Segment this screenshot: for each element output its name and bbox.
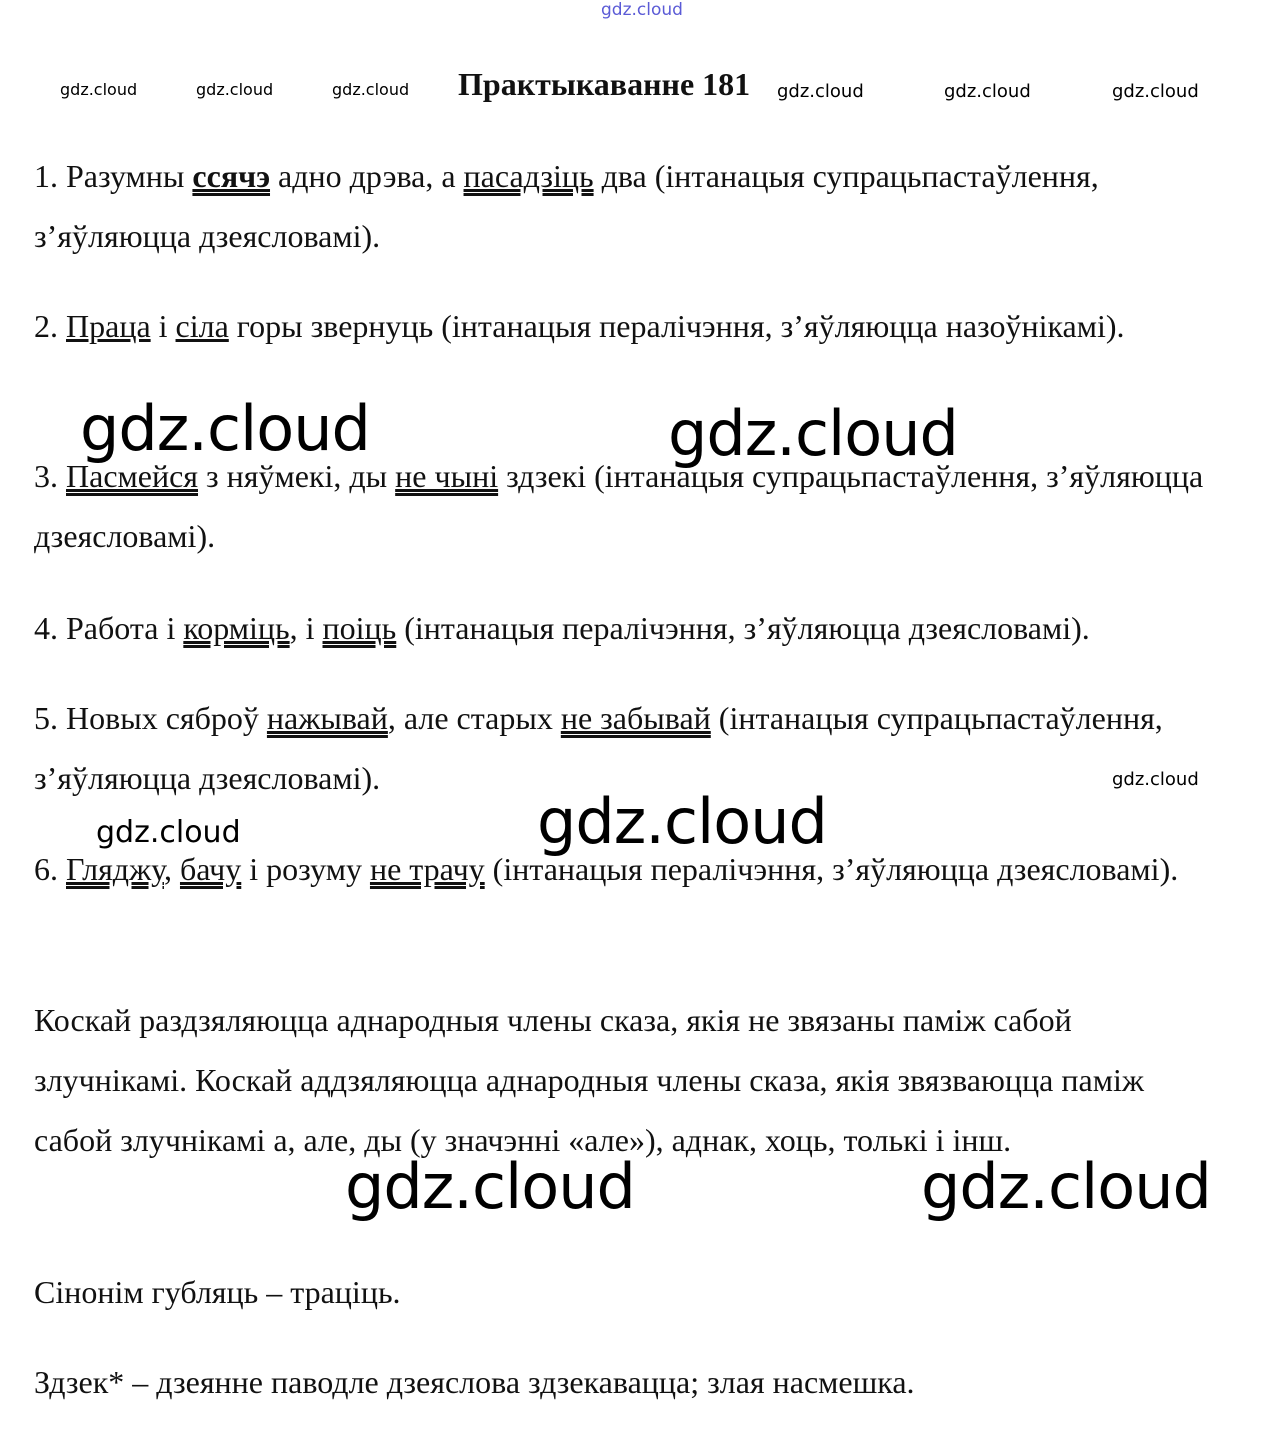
sentence-3: 3. Пасмейся з няўмекі, ды не чыні здзекі (інтанацыя супрацьпастаўлення, з’яўляюцца дзеясловамі). (34, 458, 1204, 554)
watermark: gdz.cloud (1112, 81, 1199, 102)
watermark: gdz.cloud (601, 0, 683, 20)
subject: сіла (175, 308, 229, 344)
watermark: gdz.cloud (1112, 769, 1199, 790)
watermark: gdz.cloud (196, 80, 274, 99)
predicate: не трачу (369, 851, 485, 887)
predicate: корміць (183, 610, 290, 646)
synonym-note: Сінонім губляць – траціць. (34, 1274, 401, 1310)
sentence-4: 4. Работа і корміць, і поіць (інтанацыя пералічэння, з’яўляюцца дзеясловамі). (34, 610, 1090, 646)
watermark: gdz.cloud (60, 80, 138, 99)
predicate: ссячэ (192, 158, 271, 194)
predicate: Пасмейся (66, 458, 199, 494)
predicate: не чыні (395, 458, 499, 494)
predicate: нажывай (266, 700, 388, 736)
watermark: gdz.cloud (944, 81, 1031, 102)
sentence-5: 5. Новых сяброў нажывай, але старых не забывай (інтанацыя супрацьпастаўлення, з’яўляюцца дзеясловамі). (34, 700, 1163, 796)
watermark: gdz.cloud (537, 785, 827, 858)
watermark: gdz.cloud (80, 392, 370, 465)
sentence-1: 1. Разумны ссячэ адно дрэва, а пасадзіць два (інтанацыя супрацьпастаўлення, з’яўляюцца дзеясловамі). (34, 158, 1099, 254)
watermark: gdz.cloud (96, 815, 241, 850)
predicate: не забывай (560, 700, 711, 736)
sentence-2: 2. Праца і сіла горы звернуць (інтанацыя пералічэння, з’яўляюцца назоўнікамі). (34, 308, 1125, 344)
sentence-6: 6. Гляджу, бачу і розуму не трачу (інтанацыя пералічэння, з’яўляюцца дзеясловамі). (34, 851, 1179, 887)
predicate: бачу (179, 851, 242, 887)
rule-paragraph: Коскай раздзяляюцца аднародныя члены сказа, якія не звязаны паміж сабой злучнікамі. Коскай аддзяляюцца аднародныя члены сказа, якія звязваюцца паміж сабой злучнікамі а, але, ды (у значэнні «але»), аднак, хоць, толькі і інш. (34, 1002, 1144, 1158)
predicate: Гляджу (66, 851, 164, 887)
watermark: gdz.cloud (668, 397, 958, 470)
watermark: gdz.cloud (332, 80, 410, 99)
subject: Праца (66, 308, 151, 344)
predicate: пасадзіць (463, 158, 594, 194)
watermark: gdz.cloud (921, 1150, 1211, 1223)
definition-note: Здзек* – дзеянне паводле дзеяслова здзекавацца; злая насмешка. (34, 1364, 915, 1400)
watermark: gdz.cloud (345, 1150, 635, 1223)
page-title: Практыкаванне 181 (458, 66, 751, 102)
watermark: gdz.cloud (777, 81, 864, 102)
predicate: поіць (322, 610, 397, 646)
